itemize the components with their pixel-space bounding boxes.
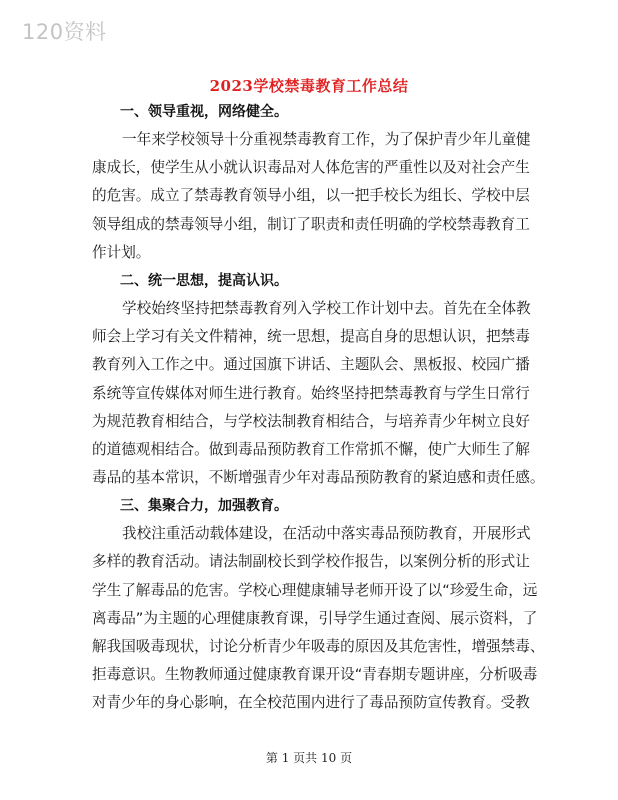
text-line: 的道德观相结合。做到毒品预防教育工作常抓不懈，使广大师生了解 — [92, 440, 530, 458]
section-paragraph-1 — [92, 126, 531, 267]
page-number-footer: 第 1 页共 10 页 — [265, 751, 353, 765]
watermark-logo: 120资料 — [22, 20, 107, 44]
text-line: 领导组成的禁毒领导小组，制订了职责和责任明确的学校禁毒教育工 — [92, 215, 530, 233]
text-line: 多样的教育活动。请法制副校长到学校作报告，以案例分析的形式让 — [92, 553, 530, 571]
section-paragraph-2 — [92, 295, 545, 492]
document-title: 2023学校禁毒教育工作总结 — [209, 77, 409, 95]
text-line: 作计划。 — [92, 243, 151, 261]
section-heading-2: 二、统一思想，提高认识。 — [120, 272, 288, 289]
text-line: 学生了解毒品的危害。学校心理健康辅导老师开设了以“珍爱生命，远 — [92, 581, 538, 599]
text-line: 对青少年的身心影响，在全校范围内进行了毒品预防宣传教育。受教 — [92, 694, 530, 712]
text-line: 康成长，使学生从小就认识毒品对人体危害的严重性以及对社会产生 — [92, 159, 530, 177]
text-line: 解我国吸毒现状，讨论分析青少年吸毒的原因及其危害性，增强禁毒、 — [92, 638, 545, 655]
section-heading-3: 三、集聚合力，加强教育。 — [120, 498, 288, 515]
document-body — [92, 98, 545, 718]
text-line: 学校始终坚持把禁毒教育列入学校工作计划中去。首先在全体教 — [122, 299, 531, 317]
text-line: 师会上学习有关文件精神，统一思想，提高自身的思想认识，把禁毒 — [92, 328, 530, 346]
text-line: 我校注重活动载体建设，在活动中落实毒品预防教育，开展形式 — [122, 525, 531, 543]
text-line: 离毒品”为主题的心理健康教育课，引导学生通过查阅、展示资料，了 — [92, 609, 538, 627]
text-line: 为规范教育相结合，与学校法制教育相结合，与培养青少年树立良好 — [92, 412, 530, 430]
text-line: 的危害。成立了禁毒教育领导小组，以一把手校长为组长、学校中层 — [92, 187, 530, 205]
text-line: 一年来学校领导十分重视禁毒教育工作，为了保护青少年儿童健 — [122, 131, 531, 148]
text-line: 毒品的基本常识，不断增强青少年对毒品预防教育的紧迫感和责任感。 — [92, 469, 545, 487]
text-line: 系统等宣传媒体对师生进行教育。始终坚持把禁毒教育与学生日常行 — [92, 384, 530, 402]
text-line: 拒毒意识。生物教师通过健康教育课开设“青春期专题讲座，分析吸毒 — [92, 666, 538, 684]
text-line: 教育列入工作之中。通过国旗下讲话、主题队会、黑板报、校园广播 — [92, 356, 530, 374]
section-heading-1: 一、领导重视，网络健全。 — [120, 104, 288, 120]
section-paragraph-3 — [92, 520, 545, 717]
